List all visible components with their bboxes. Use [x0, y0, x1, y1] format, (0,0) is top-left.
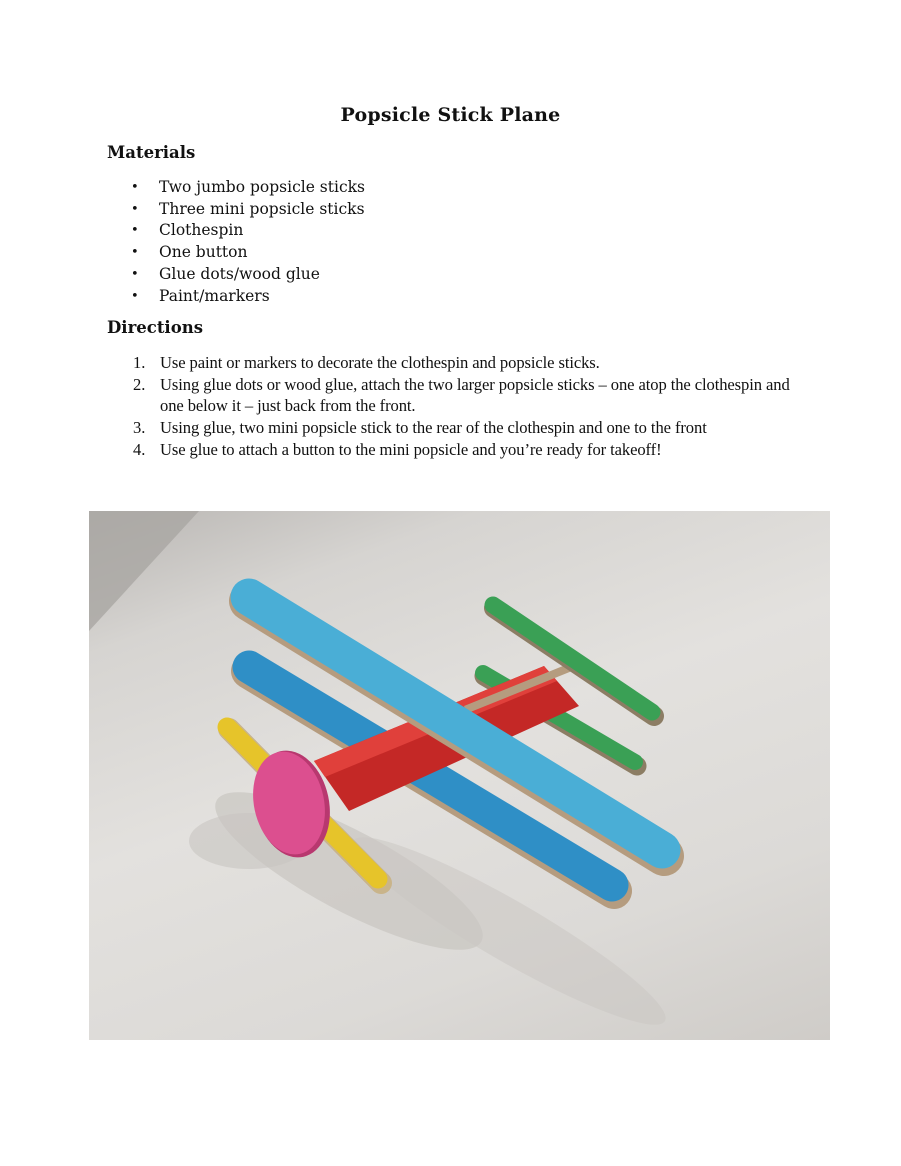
step-text: Use glue to attach a button to the mini popsicle and you’re ready for takeoff!	[160, 439, 662, 459]
step-text: Using glue, two mini popsicle stick to the rear of the clothespin and one to the front	[160, 418, 707, 438]
step-number: 2.	[133, 374, 146, 394]
materials-heading: Materials	[107, 143, 196, 162]
step-text: Using glue dots or wood glue, attach the two larger popsicle sticks – one atop the clothespin and one below it – just back from the front.	[160, 374, 790, 416]
materials-list	[107, 177, 365, 307]
directions-heading: Directions	[107, 318, 203, 337]
directions-list	[107, 352, 807, 461]
list-item: • Glue dots/wood glue	[107, 264, 365, 286]
list-item: • Three mini popsicle sticks	[107, 199, 365, 221]
list-item	[107, 439, 807, 461]
step-number: 3.	[133, 418, 146, 438]
list-item	[107, 374, 807, 417]
plane-photo	[89, 511, 830, 1040]
list-item: • One button	[107, 242, 365, 264]
list-item: • Paint/markers	[107, 286, 365, 308]
list-item	[107, 417, 807, 439]
list-item	[107, 352, 807, 374]
step-number: 1.	[133, 353, 146, 372]
list-item: • Clothespin	[107, 220, 365, 242]
list-item: • Two jumbo popsicle sticks	[107, 177, 365, 199]
page-title: Popsicle Stick Plane	[340, 104, 561, 126]
step-number: 4.	[133, 439, 146, 459]
plane-illustration	[89, 511, 830, 1040]
step-text: Use paint or markers to decorate the clothespin and popsicle sticks.	[160, 353, 600, 372]
